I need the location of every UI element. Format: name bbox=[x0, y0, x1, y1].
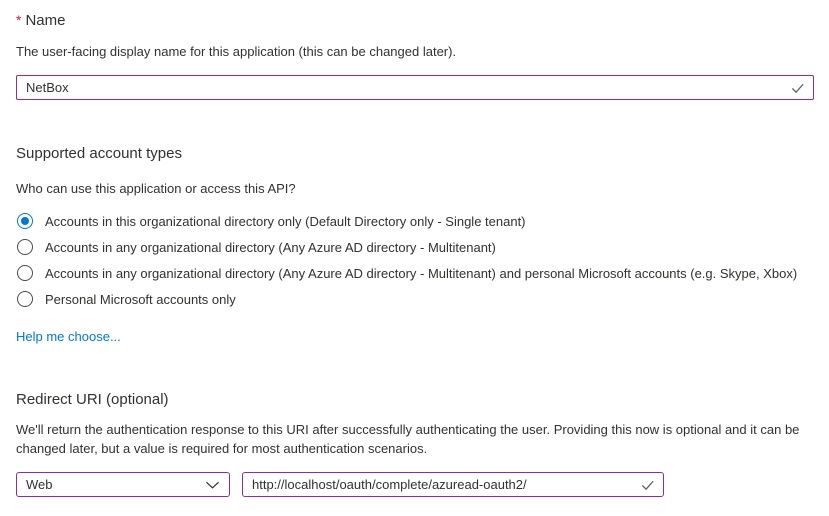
name-input[interactable] bbox=[17, 76, 813, 99]
radio-option-multitenant[interactable] bbox=[16, 234, 814, 260]
checkmark-icon bbox=[790, 80, 805, 95]
radio-button-icon[interactable] bbox=[17, 291, 33, 307]
radio-option-label: Accounts in any organizational directory (Any Azure AD directory - Multitenant) bbox=[45, 239, 496, 255]
redirect-uri-description: We'll return the authentication response to this URI after successfully authenticating the user. Providing this now is optional and it can be changed later, but a value is required for most authentication scenarios. bbox=[16, 422, 800, 456]
radio-option-single-tenant[interactable] bbox=[16, 208, 814, 234]
checkmark-icon bbox=[640, 477, 655, 492]
name-field-description: The user-facing display name for this application (this can be changed later). bbox=[16, 44, 457, 59]
name-field-label: Name bbox=[25, 12, 66, 29]
account-types-question: Who can use this application or access this API? bbox=[16, 181, 296, 196]
supported-account-types-section bbox=[16, 143, 814, 346]
redirect-uri-input[interactable] bbox=[243, 473, 663, 496]
name-field-heading bbox=[16, 10, 814, 31]
redirect-uri-heading: Redirect URI (optional) bbox=[16, 391, 169, 408]
platform-select-value: Web bbox=[26, 477, 53, 492]
radio-option-multitenant-personal[interactable] bbox=[16, 260, 814, 286]
radio-option-label: Personal Microsoft accounts only bbox=[45, 291, 236, 307]
radio-option-label: Accounts in this organizational directory only (Default Directory only - Single tenant) bbox=[45, 213, 526, 229]
redirect-uri-input-container bbox=[242, 472, 664, 497]
redirect-uri-controls bbox=[16, 472, 814, 497]
name-input-container bbox=[16, 75, 814, 100]
redirect-uri-section bbox=[16, 389, 814, 497]
platform-select[interactable] bbox=[16, 472, 230, 497]
chevron-down-icon bbox=[205, 477, 220, 492]
supported-account-types-heading: Supported account types bbox=[16, 145, 182, 162]
radio-button-icon[interactable] bbox=[17, 213, 33, 229]
radio-option-label: Accounts in any organizational directory (Any Azure AD directory - Multitenant) and personal Microsoft accounts (e.g. Skype, Xbox) bbox=[45, 265, 798, 281]
radio-option-personal-only[interactable] bbox=[16, 286, 814, 312]
account-types-radio-group bbox=[16, 208, 814, 312]
radio-button-icon[interactable] bbox=[17, 239, 33, 255]
help-me-choose-link[interactable]: Help me choose... bbox=[16, 329, 121, 344]
required-asterisk: * bbox=[16, 12, 22, 28]
radio-button-icon[interactable] bbox=[17, 265, 33, 281]
